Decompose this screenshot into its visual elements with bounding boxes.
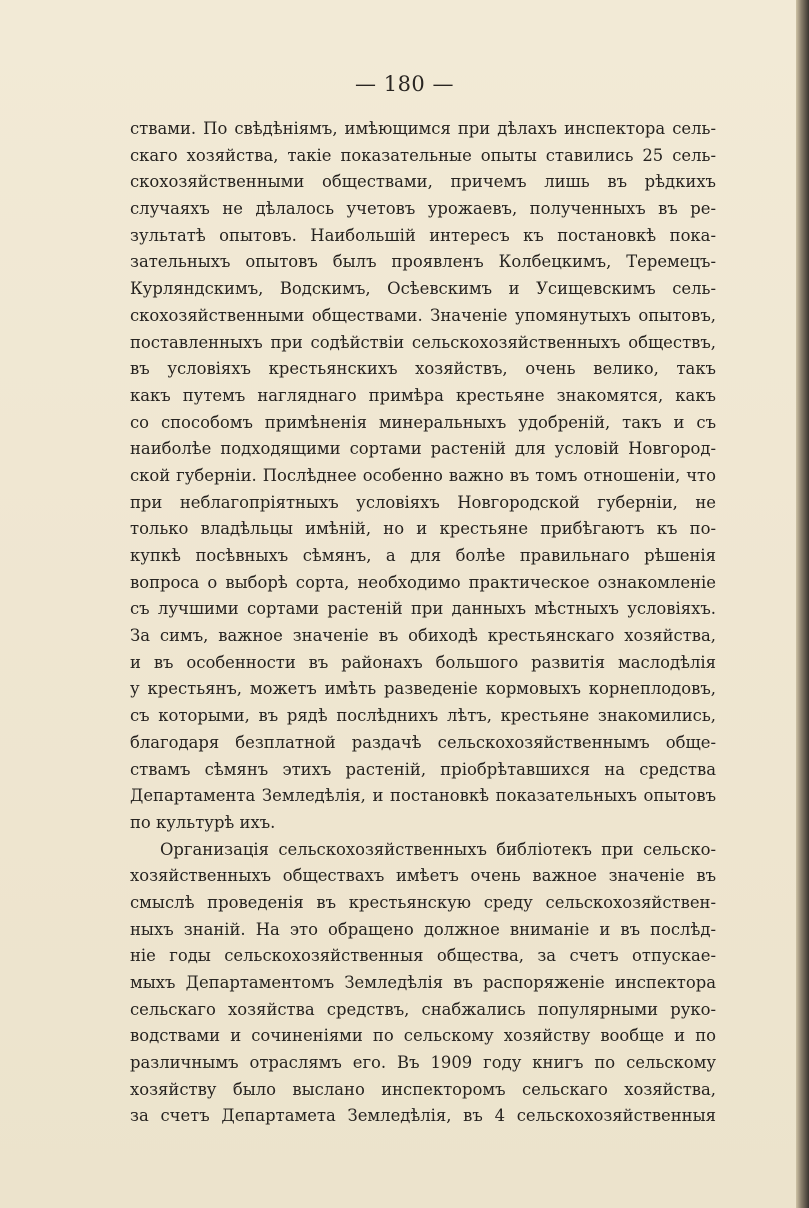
text-line: ской губерніи. Послѣднее особенно важно въ томъ отношеніи, что (130, 465, 716, 485)
page-number: — 180 — (355, 72, 454, 96)
text-line: только владѣльцы имѣній, но и крестьяне прибѣгаютъ къ по- (130, 519, 716, 539)
text-line: наиболѣе подходящими сортами растеній для условій Новгород- (130, 439, 716, 459)
text-line: и въ особенности въ районахъ большого развитія маслодѣлія (130, 652, 716, 672)
text-line: благодаря безплатной раздачѣ сельскохозяйственнымъ обще- (130, 732, 716, 752)
ink-speck (132, 1062, 135, 1065)
text-line: скохозяйственными обществами. Значеніе упомянутыхъ опытовъ, (130, 305, 716, 325)
text-line: Департамента Земледѣлія, и постановкѣ показательныхъ опытовъ (130, 786, 716, 806)
text-line: скаго хозяйства, такіе показательные опыты ставились 25 сель- (130, 145, 716, 165)
text-line: купкѣ посѣвныхъ сѣмянъ, а для болѣе правильнаго рѣшенія (130, 546, 716, 565)
text-line: Организація сельскохозяйственныхъ библіотекъ при сельско- (160, 839, 716, 859)
text-line: случаяхъ не дѣлалось учетовъ урожаевъ, полученныхъ въ ре- (130, 199, 716, 219)
text-line: съ которыми, въ рядѣ послѣднихъ лѣтъ, крестьяне знакомились, (130, 706, 716, 726)
text-line: хозяйственныхъ обществахъ имѣетъ очень важное значеніе въ (130, 866, 716, 886)
text-line: хозяйству было выслано инспекторомъ сельскаго хозяйства, (130, 1079, 716, 1099)
text-line: по культурѣ ихъ. (130, 812, 276, 832)
text-line: со способомъ примѣненія минеральныхъ удобреній, такъ и съ (130, 412, 716, 432)
text-line: съ лучшими сортами растеній при данныхъ мѣстныхъ условіяхъ. (130, 599, 716, 619)
text-line: зательныхъ опытовъ былъ проявленъ Колбецкимъ, Теремецъ- (130, 252, 716, 272)
text-line: у крестьянъ, можетъ имѣть разведеніе кормовыхъ корнеплодовъ, (130, 679, 716, 699)
text-line: въ условіяхъ крестьянскихъ хозяйствъ, очень велико, такъ (130, 359, 716, 379)
text-line: Курляндскимъ, Водскимъ, Осѣевскимъ и Усищевскимъ сель- (130, 279, 716, 299)
text-line: скохозяйственными обществами, причемъ лишь въ рѣдкихъ (130, 172, 716, 192)
text-line: За симъ, важное значеніе въ обиходѣ крестьянскаго хозяйства, (130, 626, 716, 646)
text-line: вопроса о выборѣ сорта, необходимо практическое ознакомленіе (130, 572, 716, 592)
text-line: ніе годы сельскохозяйственныя общества, за счетъ отпускае- (130, 946, 716, 966)
body-text (130, 116, 716, 1130)
text-line: за счетъ Департамета Земледѣлія, въ 4 сельскохозяйственныя (130, 1106, 716, 1126)
text-line: сельскаго хозяйства средствъ, снабжались популярными руко- (130, 999, 716, 1019)
page-edge (796, 0, 809, 1208)
text-line: ствамъ сѣмянъ этихъ растеній, пріобрѣтавшихся на средства (130, 759, 716, 779)
text-line: ствами. По свѣдѣніямъ, имѣющимся при дѣлахъ инспектора сель- (130, 119, 716, 138)
text-line: при неблагопріятныхъ условіяхъ Новгородской губерніи, не (130, 492, 716, 512)
text-line: поставленныхъ при содѣйствіи сельскохозяйственныхъ обществъ, (130, 332, 716, 352)
text-line: различнымъ отраслямъ его. Въ 1909 году книгъ по сельскому (130, 1053, 716, 1073)
text-line: мыхъ Департаментомъ Земледѣлія въ распоряженіе инспектора (130, 973, 716, 992)
text-line: какъ путемъ нагляднаго примѣра крестьяне знакомятся, какъ (130, 385, 716, 405)
text-line: водствами и сочиненіями по сельскому хозяйству вообще и по (130, 1026, 716, 1046)
text-line: ныхъ знаній. На это обращено должное вниманіе и въ послѣд- (130, 919, 716, 939)
text-line: зультатѣ опытовъ. Наибольшій интересъ къ постановкѣ пока- (130, 225, 716, 245)
text-line: смыслѣ проведенія въ крестьянскую среду сельскохозяйствен- (130, 892, 716, 912)
